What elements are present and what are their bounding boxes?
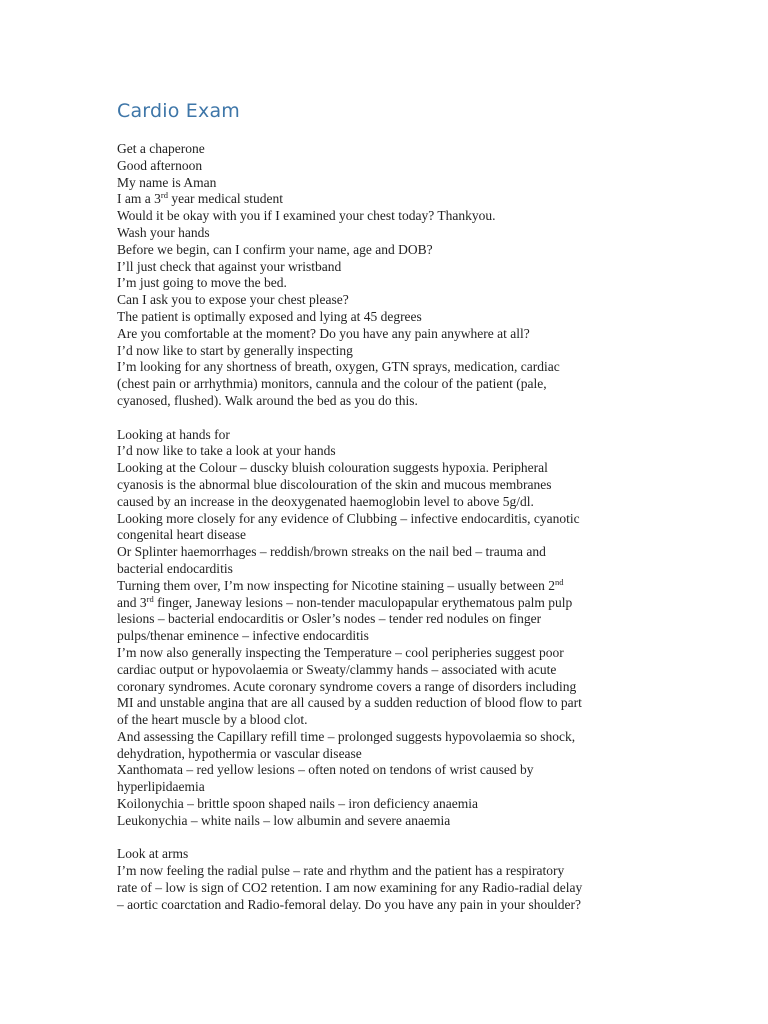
text-line: My name is Aman xyxy=(117,174,217,190)
text-line: Koilonychia – brittle spoon shaped nails – iron deficiency anaemia xyxy=(117,796,479,812)
text-line: MI and unstable angina that are all caused by a sudden reduction of blood flow to part xyxy=(117,695,582,711)
text-line: Can I ask you to expose your chest please? xyxy=(117,292,349,308)
text-line: Get a chaperone xyxy=(117,141,205,156)
text-line: of the heart muscle by a blood clot. xyxy=(117,712,308,728)
text-line: I’m looking for any shortness of breath, oxygen, GTN sprays, medication, cardiac xyxy=(117,359,560,375)
text-line: cardiac output or hypovolaemia or Sweaty/clammy hands – associated with acute xyxy=(117,661,557,677)
blank-line xyxy=(117,830,657,847)
text-line: I’m now feeling the radial pulse – rate and rhythm and the patient has a respiratory xyxy=(117,863,565,879)
text-line: I’d now like to take a look at your hands xyxy=(117,443,336,459)
text-line: The patient is optimally exposed and lying at 45 degrees xyxy=(117,308,422,324)
text-line: I’ll just check that against your wristband xyxy=(117,258,342,274)
text-line: I’m just going to move the bed. xyxy=(117,275,287,291)
text-line: Xanthomata – red yellow lesions – often noted on tendons of wrist caused by xyxy=(117,762,534,778)
text-line: Before we begin, can I confirm your name, age and DOB? xyxy=(117,241,433,257)
text-line: cyanosis is the abnormal blue discolouration of the skin and mucous membranes xyxy=(117,476,552,492)
text-line: bacterial endocarditis xyxy=(117,560,233,576)
text-line: Looking at the Colour – duscky bluish colouration suggests hypoxia. Peripheral xyxy=(117,460,548,476)
text-line: caused by an increase in the deoxygenated haemoglobin level to above 5g/dl. xyxy=(117,493,534,509)
text-line: Looking more closely for any evidence of Clubbing – infective endocarditis, cyanotic xyxy=(117,510,580,526)
text-line: Or Splinter haemorrhages – reddish/brown streaks on the nail bed – trauma and xyxy=(117,544,546,560)
blank-line xyxy=(117,410,657,427)
text-line: congenital heart disease xyxy=(117,527,246,543)
text-line: Would it be okay with you if I examined your chest today? Thankyou. xyxy=(117,208,496,224)
text-segment: and 3 xyxy=(117,594,147,610)
text-line: Good afternoon xyxy=(117,157,203,173)
text-line: coronary syndromes. Acute coronary syndrome covers a range of disorders including xyxy=(117,678,577,694)
text-line: Wash your hands xyxy=(117,224,210,240)
text-line: Leukonychia – white nails – low albumin and severe anaemia xyxy=(117,812,451,828)
ordinal-suffix: rd xyxy=(146,593,154,604)
text-line: hyperlipidaemia xyxy=(117,779,205,795)
text-line: dehydration, hypothermia or vascular disease xyxy=(117,745,362,761)
text-line: I’d now like to start by generally inspecting xyxy=(117,342,353,358)
text-line: pulps/thenar eminence – infective endocarditis xyxy=(117,628,369,644)
text-line: And assessing the Capillary refill time – prolonged suggests hypovolaemia so shock, xyxy=(117,728,576,744)
text-line xyxy=(117,595,657,612)
text-segment: I am a 3 xyxy=(117,191,161,207)
text-line: I’m now also generally inspecting the Temperature – cool peripheries suggest poor xyxy=(117,644,564,660)
text-segment: finger, Janeway lesions – non-tender maculopapular erythematous palm pulp xyxy=(153,594,573,610)
text-line xyxy=(117,578,657,595)
text-segment: year medical student xyxy=(167,191,284,207)
text-line: rate of – low is sign of CO2 retention. I am now examining for any Radio-radial delay xyxy=(117,880,583,896)
document-title: Cardio Exam xyxy=(117,100,240,122)
text-line: Look at arms xyxy=(117,846,189,862)
document-body xyxy=(117,141,657,914)
text-line xyxy=(117,191,657,208)
text-line: lesions – bacterial endocarditis or Osler’s nodes – tender red nodules on finger xyxy=(117,611,542,627)
text-line: Are you comfortable at the moment? Do you have any pain anywhere at all? xyxy=(117,325,530,341)
text-segment: Turning them over, I’m now inspecting for Nicotine staining – usually between 2 xyxy=(117,577,556,593)
text-line: cyanosed, flushed). Walk around the bed as you do this. xyxy=(117,392,418,408)
ordinal-suffix: rd xyxy=(160,190,168,201)
text-line: – aortic coarctation and Radio-femoral delay. Do you have any pain in your shoulder? xyxy=(117,896,581,912)
ordinal-suffix: nd xyxy=(555,576,564,587)
text-line: Looking at hands for xyxy=(117,426,230,442)
text-line: (chest pain or arrhythmia) monitors, cannula and the colour of the patient (pale, xyxy=(117,376,547,392)
